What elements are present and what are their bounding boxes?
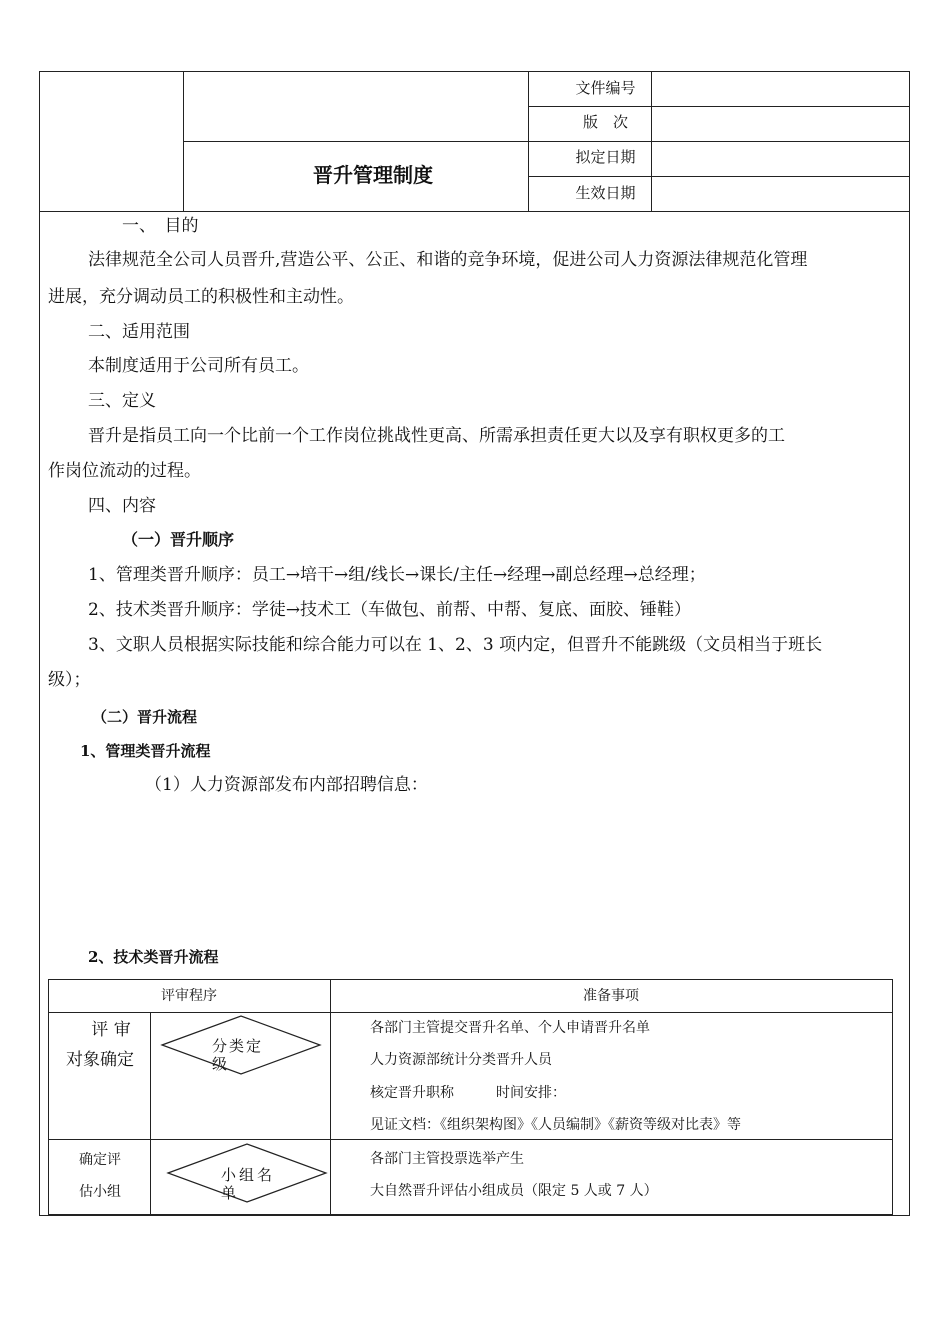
label-draft-date: 拟定日期 — [575, 148, 636, 166]
section-1-heading: 一、 目的 — [122, 216, 199, 236]
table-bottom-rule — [48, 1214, 893, 1215]
label-version: 版 次 — [582, 113, 628, 131]
flow-1-step-1: （1）人力资源部发布内部招聘信息： — [145, 775, 428, 795]
prep-item-3: 核定晋升职称 时间安排： — [370, 1085, 566, 1101]
prep-item-4: 见证文档：《组织架构图》《人员编制》《薪资等级对比表》等 — [370, 1117, 741, 1133]
stage-assessment-group — [52, 1144, 148, 1208]
table-col1-header: 评审程序 — [161, 988, 217, 1004]
sequence-item-3-line2: 级）； — [48, 670, 91, 690]
flow-2-heading: 2、技术类晋升流程 — [88, 948, 219, 966]
prep-item-1: 各部门主管提交晋升名单、个人申请晋升名单 — [370, 1020, 650, 1036]
table-right-rule — [892, 979, 893, 1215]
section-2-text: 本制度适用于公司所有员工。 — [88, 356, 309, 376]
diamond-label-classify: 分类定 级 — [212, 1037, 264, 1073]
stage-label-line1: 确定评 — [79, 1152, 121, 1168]
sequence-item-3-line1: 3、文职人员根据实际技能和综合能力可以在 1、2、3 项内定，但晋升不能跳级（文员相当于班长 — [88, 635, 823, 655]
section-3-text-line1: 晋升是指员工向一个比前一个工作岗位挑战性更高、所需承担责任更大以及享有职权更多的工 — [88, 426, 785, 446]
header-hrule-2 — [528, 141, 910, 142]
stage-label-line2: 对象确定 — [66, 1050, 134, 1070]
prep-item-6: 大自然晋升评估小组成员（限定 5 人或 7 人） — [370, 1183, 658, 1199]
table-col2-header: 准备事项 — [583, 988, 639, 1004]
subsection-2-heading: （二）晋升流程 — [92, 708, 198, 726]
header-hrule-title — [183, 141, 529, 142]
table-stage-rule — [150, 1012, 151, 1215]
stage-review-target — [52, 1015, 148, 1075]
table-left-rule — [48, 979, 49, 1215]
table-top-rule — [48, 979, 893, 980]
label-file-number: 文件编号 — [575, 79, 636, 97]
flow-1-heading: 1、管理类晋升流程 — [80, 742, 211, 760]
header-hrule-1 — [528, 106, 910, 107]
section-3-heading: 三、定义 — [88, 391, 156, 411]
prep-item-5: 各部门主管投票选举产生 — [370, 1151, 524, 1167]
stage-label-line1: 评 审 — [91, 1020, 131, 1040]
sequence-item-1: 1、管理类晋升顺序：员工→培干→组/线长→课长/主任→经理→副总经理→总经理； — [88, 565, 706, 585]
diamond-label-group-list: 小组名 单 — [221, 1166, 276, 1202]
sequence-item-2: 2、技术类晋升顺序：学徒→技术工（车做包、前帮、中帮、复底、面胶、锤鞋） — [88, 600, 692, 620]
table-mid-rule — [330, 979, 331, 1215]
section-3-text-line2: 作岗位流动的过程。 — [48, 461, 201, 481]
header-hrule-3 — [528, 176, 910, 177]
subsection-1-heading: （一）晋升顺序 — [122, 530, 235, 549]
section-1-text-line2: 进展，充分调动员工的积极性和主动性。 — [48, 287, 354, 307]
document-title: 晋升管理制度 — [313, 163, 433, 187]
stage-label-line2: 估小组 — [79, 1184, 121, 1200]
section-4-heading: 四、内容 — [88, 496, 156, 516]
section-2-heading: 二、适用范围 — [88, 322, 190, 342]
prep-item-2: 人力资源部统计分类晋升人员 — [370, 1052, 552, 1068]
section-1-text-line1: 法律规范全公司人员晋升,营造公平、公正、和谐的竞争环境，促进公司人力资源法律规范化管理 — [88, 250, 808, 270]
label-effective-date: 生效日期 — [575, 184, 636, 202]
